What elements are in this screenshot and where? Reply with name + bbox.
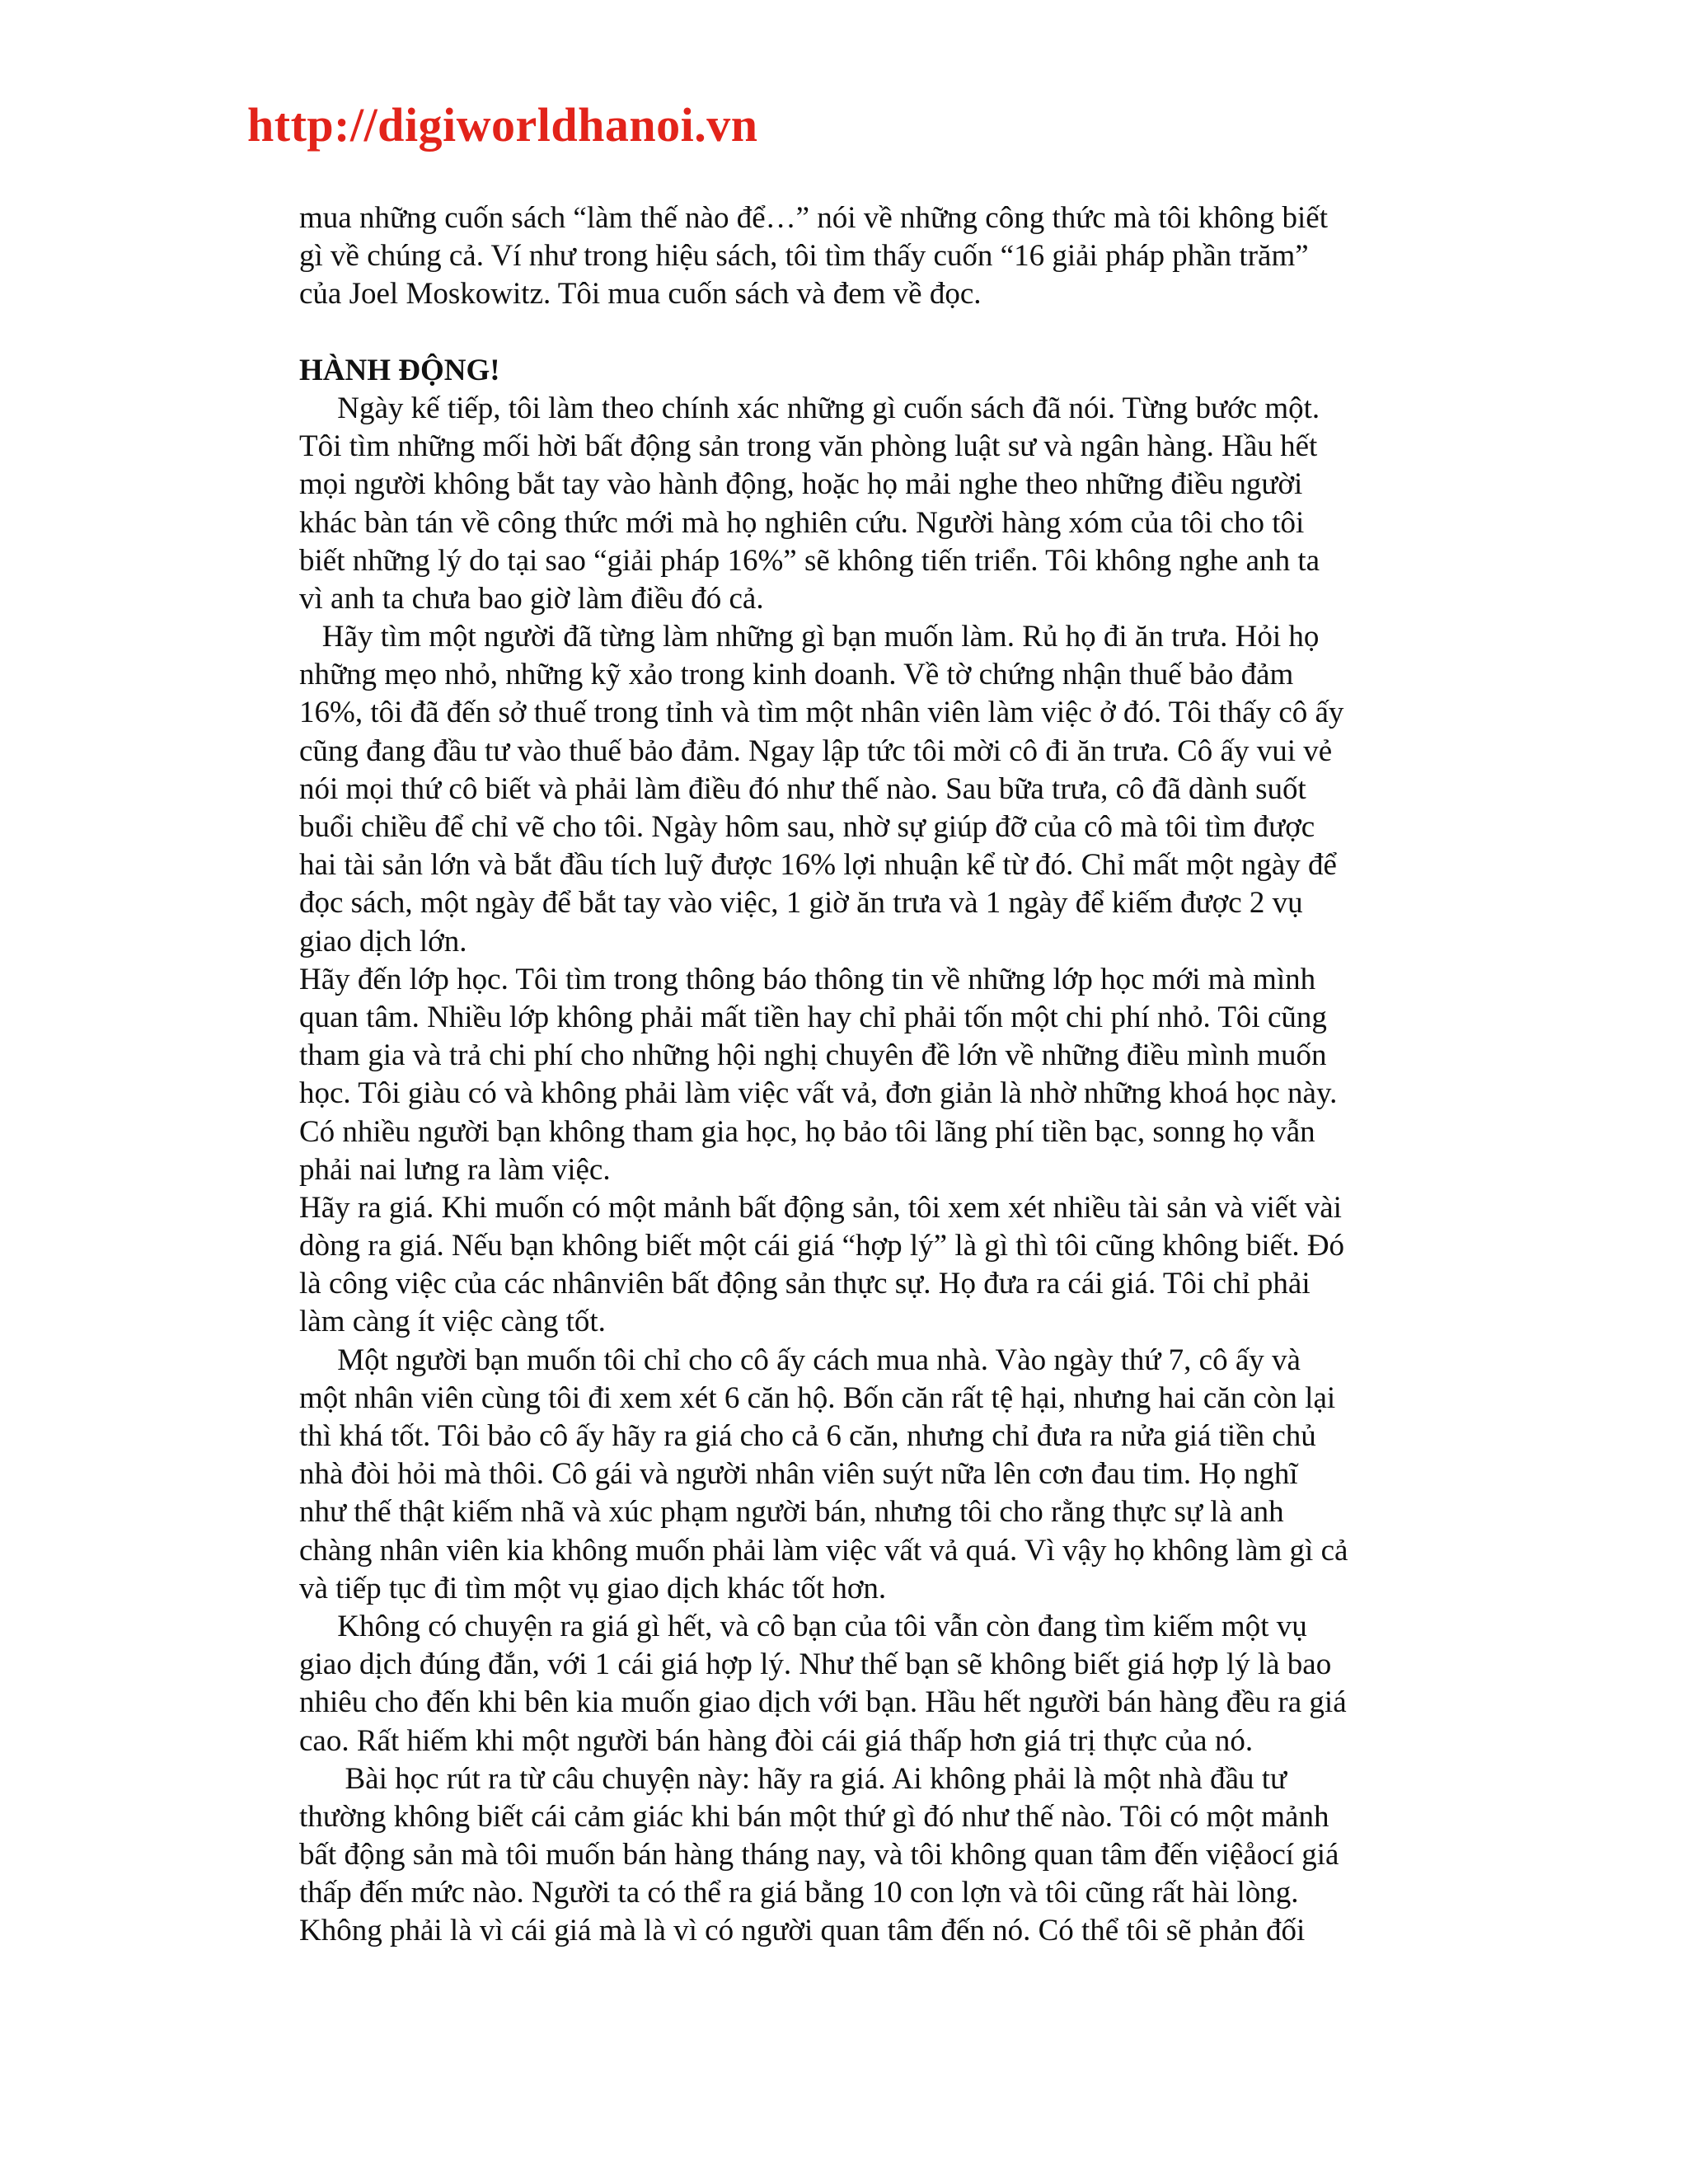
text-line: tham gia và trả chi phí cho những hội nghị chuyên đề lớn về những điều mình muốn <box>299 1038 1327 1073</box>
section-heading: HÀNH ĐỘNG! <box>299 353 500 387</box>
text-line: giao dịch lớn. <box>299 924 467 958</box>
website-link[interactable]: http://digiworldhanoi.vn <box>247 98 758 152</box>
text-line: Bài học rút ra từ câu chuyện này: hãy ra giá. Ai không phải là một nhà đầu tư <box>299 1761 1287 1796</box>
text-line: của Joel Moskowitz. Tôi mua cuốn sách và đem về đọc. <box>299 277 982 312</box>
text-line: những mẹo nhỏ, những kỹ xảo trong kinh doanh. Về tờ chứng nhận thuế bảo đảm <box>299 658 1294 692</box>
text-line: mọi người không bắt tay vào hành động, hoặc họ mải nghe theo những điều người <box>299 467 1303 502</box>
text-line: nhiêu cho đến khi bên kia muốn giao dịch với bạn. Hầu hết người bán hàng đều ra giá <box>299 1685 1347 1720</box>
text-line: Hãy ra giá. Khi muốn có một mảnh bất động sản, tôi xem xét nhiều tài sản và viết vài <box>299 1190 1342 1225</box>
blank-line <box>299 314 1453 352</box>
text-line: bất động sản mà tôi muốn bán hàng tháng nay, và tôi không quan tâm đến việåocí giá <box>299 1838 1339 1872</box>
text-line: phải nai lưng ra làm việc. <box>299 1152 611 1187</box>
text-line: làm càng ít việc càng tốt. <box>299 1305 606 1339</box>
page-body <box>299 199 1453 1951</box>
text-line: Không có chuyện ra giá gì hết, và cô bạn của tôi vẫn còn đang tìm kiếm một vụ <box>299 1609 1307 1643</box>
text-line: đọc sách, một ngày để bắt tay vào việc, 1 giờ ăn trưa và 1 ngày để kiếm được 2 vụ <box>299 886 1303 921</box>
text-line: giao dịch đúng đắn, với 1 cái giá hợp lý. Như thế bạn sẽ không biết giá hợp lý là bao <box>299 1647 1332 1682</box>
text-line: dòng ra giá. Nếu bạn không biết một cái giá “hợp lý” là gì thì tôi cũng không biết. Đó <box>299 1229 1345 1263</box>
text-line: 16%, tôi đã đến sở thuế trong tỉnh và tìm một nhân viên làm việc ở đó. Tôi thấy cô ấy <box>299 696 1344 730</box>
text-line: Một người bạn muốn tôi chỉ cho cô ấy cách mua nhà. Vào ngày thứ 7, cô ấy và <box>299 1343 1301 1377</box>
text-line: cao. Rất hiếm khi một người bán hàng đòi cái giá thấp hơn giá trị thực của nó. <box>299 1723 1254 1758</box>
text-line: thấp đến mức nào. Người ta có thể ra giá bằng 10 con lợn và tôi cũng rất hài lòng. <box>299 1876 1299 1910</box>
text-line: thường không biết cái cảm giác khi bán một thứ gì đó như thế nào. Tôi có một mảnh <box>299 1799 1329 1834</box>
text-line: khác bàn tán về công thức mới mà họ nghiên cứu. Người hàng xóm của tôi cho tôi <box>299 505 1305 540</box>
text-line: nhà đòi hỏi mà thôi. Cô gái và người nhân viên suýt nữa lên cơn đau tim. Họ nghĩ <box>299 1457 1298 1492</box>
text-line: như thế thật kiếm nhã và xúc phạm người bán, nhưng tôi cho rằng thực sự là anh <box>299 1495 1284 1530</box>
text-line: cũng đang đầu tư vào thuế bảo đảm. Ngay lập tức tôi mời cô đi ăn trưa. Cô ấy vui vẻ <box>299 733 1333 768</box>
text-line: Có nhiều người bạn không tham gia học, họ bảo tôi lãng phí tiền bạc, sonng họ vẫn <box>299 1114 1315 1149</box>
text-line: chàng nhân viên kia không muốn phải làm việc vất vả quá. Vì vậy họ không làm gì cả <box>299 1533 1348 1568</box>
text-line: thì khá tốt. Tôi bảo cô ấy hãy ra giá cho cả 6 căn, nhưng chỉ đưa ra nửa giá tiền chủ <box>299 1419 1316 1453</box>
text-line: Không phải là vì cái giá mà là vì có người quan tâm đến nó. Có thể tôi sẽ phản đối <box>299 1914 1306 1948</box>
text-line: một nhân viên cùng tôi đi xem xét 6 căn hộ. Bốn căn rất tệ hại, nhưng hai căn còn lại <box>299 1380 1336 1415</box>
text-line: hai tài sản lớn và bắt đầu tích luỹ được 16% lợi nhuận kể từ đó. Chỉ mất một ngày để <box>299 848 1337 883</box>
text-line: là công việc của các nhânviên bất động sản thực sự. Họ đưa ra cái giá. Tôi chỉ phải <box>299 1267 1311 1301</box>
text-line: nói mọi thứ cô biết và phải làm điều đó như thế nào. Sau bữa trưa, cô đã dành suốt <box>299 771 1306 806</box>
text-line: học. Tôi giàu có và không phải làm việc vất vả, đơn giản là nhờ những khoá học này. <box>299 1076 1338 1111</box>
text-line: Ngày kế tiếp, tôi làm theo chính xác những gì cuốn sách đã nói. Từng bước một. <box>299 391 1320 425</box>
text-line: quan tâm. Nhiều lớp không phải mất tiền hay chỉ phải tốn một chi phí nhỏ. Tôi cũng <box>299 1000 1327 1034</box>
text-line: mua những cuốn sách “làm thế nào để…” nói về những công thức mà tôi không biết <box>299 201 1328 235</box>
text-line: và tiếp tục đi tìm một vụ giao dịch khác tốt hơn. <box>299 1571 887 1605</box>
text-line: buổi chiều để chỉ vẽ cho tôi. Ngày hôm sau, nhờ sự giúp đỡ của cô mà tôi tìm được <box>299 810 1315 844</box>
text-line: Tôi tìm những mối hời bất động sản trong văn phòng luật sư và ngân hàng. Hầu hết <box>299 429 1318 464</box>
text-line: Hãy đến lớp học. Tôi tìm trong thông báo thông tin về những lớp học mới mà mình <box>299 962 1316 996</box>
text-line: vì anh ta chưa bao giờ làm điều đó cả. <box>299 581 764 616</box>
text-line: biết những lý do tại sao “giải pháp 16%” sẽ không tiến triển. Tôi không nghe anh ta <box>299 543 1320 578</box>
text-line: gì về chúng cả. Ví như trong hiệu sách, tôi tìm thấy cuốn “16 giải pháp phần trăm” <box>299 239 1309 274</box>
text-line: Hãy tìm một người đã từng làm những gì bạn muốn làm. Rủ họ đi ăn trưa. Hỏi họ <box>299 620 1320 654</box>
